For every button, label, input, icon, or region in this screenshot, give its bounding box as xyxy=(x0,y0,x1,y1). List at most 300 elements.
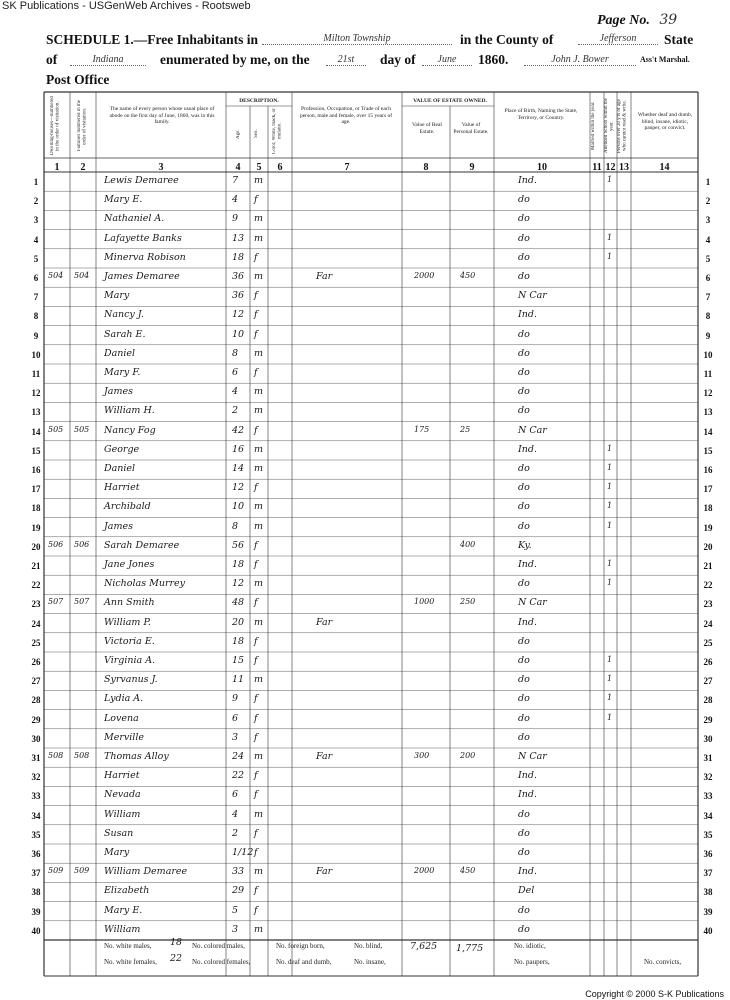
family-number: 509 xyxy=(74,866,90,876)
row-number-left: 29 xyxy=(31,714,41,725)
person-sex: m xyxy=(254,520,264,532)
person-name: Nevada xyxy=(104,789,141,801)
row-number-right: 22 xyxy=(703,580,713,591)
person-sex: f xyxy=(254,712,258,724)
person-occupation: Far xyxy=(316,751,333,762)
row-number-right: 5 xyxy=(705,253,711,264)
insane-label: No. insane, xyxy=(354,958,386,966)
row-number-left: 14 xyxy=(31,426,41,437)
colored-males-label: No. colored males, xyxy=(192,942,245,950)
person-name: Elizabeth xyxy=(104,885,150,897)
birthplace: Ind. xyxy=(518,789,537,801)
column-number: 5 xyxy=(256,162,262,173)
personal-estate-value: 450 xyxy=(460,866,476,876)
school-mark: 1 xyxy=(607,520,613,530)
row-number-right: 15 xyxy=(703,445,713,456)
row-number-right: 17 xyxy=(703,484,713,495)
person-sex: f xyxy=(254,635,258,647)
person-sex: f xyxy=(254,539,258,551)
person-name: Lafayette Banks xyxy=(104,232,182,244)
row-number-left: 24 xyxy=(31,618,41,629)
birthplace: Ind. xyxy=(518,616,537,628)
col-header-estate: VALUE OF ESTATE OWNED. xyxy=(413,98,487,104)
person-name: Lewis Demaree xyxy=(104,175,179,186)
birthplace: do xyxy=(518,847,530,858)
row-number-left: 11 xyxy=(31,369,41,379)
white-males-label: No. white males, xyxy=(104,942,152,950)
colored-females-label: No. colored females, xyxy=(192,958,251,966)
state-value: Indiana xyxy=(70,54,146,66)
row-number-right: 8 xyxy=(705,311,711,322)
row-number-right: 27 xyxy=(703,676,713,687)
column-number: 11 xyxy=(592,162,602,173)
person-name: Lovena xyxy=(104,712,139,724)
person-sex: m xyxy=(254,866,264,878)
dwelling-number: 505 xyxy=(48,424,64,434)
person-age: 12 xyxy=(232,578,245,590)
row-number-left: 40 xyxy=(31,925,41,936)
person-sex: m xyxy=(254,175,264,186)
person-sex: m xyxy=(254,213,264,225)
county-label: in the County of xyxy=(460,32,554,47)
birthplace: do xyxy=(518,827,530,839)
col-header-dwelling: Dwelling-houses—numbered in the order of visitation. xyxy=(50,96,61,156)
row-number-left: 31 xyxy=(31,753,41,763)
person-age: 20 xyxy=(232,616,245,628)
personal-estate-value: 25 xyxy=(460,424,471,434)
row-number-left: 4 xyxy=(33,234,39,245)
birthplace: Ind. xyxy=(518,309,537,321)
row-number-left: 19 xyxy=(31,522,41,533)
row-number-left: 17 xyxy=(31,484,41,495)
person-age: 4 xyxy=(232,386,239,398)
school-mark: 1 xyxy=(607,463,613,472)
birthplace: do xyxy=(518,328,530,340)
person-name: Mary E. xyxy=(104,194,143,206)
day-value: 21st xyxy=(326,54,366,66)
column-number: 14 xyxy=(659,162,670,173)
row-number-right: 40 xyxy=(703,925,713,936)
person-name: James xyxy=(104,520,133,532)
person-sex: f xyxy=(254,328,258,340)
person-occupation: Far xyxy=(316,271,333,282)
row-number-right: 7 xyxy=(705,292,711,303)
birthplace: Ind. xyxy=(518,866,537,878)
person-age: 4 xyxy=(232,194,239,206)
row-number-right: 36 xyxy=(703,849,713,859)
person-name: Nancy Fog xyxy=(104,424,156,436)
school-mark: 1 xyxy=(607,443,613,453)
birthplace: do xyxy=(518,578,530,590)
row-number-left: 3 xyxy=(33,215,39,226)
family-number: 504 xyxy=(74,271,90,280)
person-name: Archibald xyxy=(104,501,151,513)
row-number-left: 5 xyxy=(33,253,39,264)
birthplace: do xyxy=(518,731,530,743)
school-mark: 1 xyxy=(607,232,613,242)
birthplace: do xyxy=(518,367,530,378)
row-number-left: 26 xyxy=(31,657,41,667)
row-number-right: 37 xyxy=(703,868,713,879)
person-name: Thomas Alloy xyxy=(104,751,169,762)
person-name: Harriet xyxy=(104,482,140,494)
column-number: 13 xyxy=(619,162,629,173)
person-sex: f xyxy=(254,827,258,839)
person-age: 2 xyxy=(232,405,239,417)
birthplace: do xyxy=(518,520,530,532)
person-age: 7 xyxy=(232,175,239,186)
white-males-value: 18 xyxy=(170,937,183,948)
real-estate-total: 7,625 xyxy=(410,941,438,952)
row-number-left: 38 xyxy=(31,887,41,898)
person-name: George xyxy=(104,443,140,455)
person-name: Mary xyxy=(104,290,130,302)
row-number-left: 7 xyxy=(33,292,39,303)
person-sex: m xyxy=(254,463,264,474)
row-number-right: 29 xyxy=(703,714,713,725)
person-occupation: Far xyxy=(316,866,333,878)
person-age: 13 xyxy=(232,232,245,244)
state-label: State xyxy=(664,32,694,47)
birthplace: do xyxy=(518,501,530,513)
row-number-right: 13 xyxy=(703,407,713,418)
person-name: Daniel xyxy=(104,463,136,474)
row-number-right: 12 xyxy=(703,388,713,399)
person-sex: f xyxy=(254,693,258,705)
personal-estate-value: 200 xyxy=(460,751,476,760)
person-sex: m xyxy=(254,386,264,398)
person-age: 14 xyxy=(232,463,245,474)
family-number: 505 xyxy=(74,424,90,434)
birthplace: do xyxy=(518,232,530,244)
birthplace: do xyxy=(518,635,530,647)
person-sex: f xyxy=(254,770,258,782)
row-number-left: 6 xyxy=(33,273,39,283)
person-age: 10 xyxy=(232,501,245,513)
marshal-value: John J. Bower xyxy=(524,54,636,66)
col-header-family: Families numbered in the order of visitation. xyxy=(77,100,88,152)
row-number-left: 39 xyxy=(31,906,41,917)
row-number-right: 11 xyxy=(703,369,713,379)
row-number-left: 36 xyxy=(31,849,41,859)
page-number-value: 39 xyxy=(659,12,678,28)
person-sex: f xyxy=(254,251,258,263)
birthplace: do xyxy=(518,386,530,398)
real-estate-value: 175 xyxy=(414,424,430,434)
birthplace: Ind. xyxy=(518,443,537,455)
enumerated-label: enumerated by me, on the xyxy=(160,52,310,67)
person-sex: f xyxy=(254,290,258,302)
birthplace: do xyxy=(518,405,530,417)
person-sex: m xyxy=(254,271,264,282)
person-sex: m xyxy=(254,443,264,455)
birthplace: do xyxy=(518,482,530,494)
person-name: William H. xyxy=(104,405,155,417)
birthplace: Ind. xyxy=(518,770,537,782)
person-age: 15 xyxy=(232,655,245,666)
row-number-right: 33 xyxy=(703,791,713,802)
row-number-right: 23 xyxy=(703,599,713,610)
person-age: 4 xyxy=(232,808,239,820)
person-sex: f xyxy=(254,597,258,609)
row-number-left: 9 xyxy=(33,330,39,341)
row-number-left: 15 xyxy=(31,445,41,456)
row-number-left: 1 xyxy=(33,177,39,187)
row-number-right: 24 xyxy=(703,618,713,629)
person-name: James xyxy=(104,386,133,398)
row-number-left: 22 xyxy=(31,580,41,591)
person-sex: f xyxy=(254,655,258,666)
family-number: 506 xyxy=(74,539,90,549)
row-number-left: 23 xyxy=(31,599,41,610)
person-age: 3 xyxy=(232,923,239,935)
person-age: 36 xyxy=(232,271,245,282)
person-sex: m xyxy=(254,347,264,359)
person-age: 5 xyxy=(232,904,239,916)
person-age: 42 xyxy=(232,424,245,436)
row-number-right: 16 xyxy=(703,465,713,475)
person-sex: f xyxy=(254,559,258,570)
row-number-left: 13 xyxy=(31,407,41,418)
person-sex: f xyxy=(254,309,258,321)
column-number: 12 xyxy=(605,162,616,173)
birthplace: do xyxy=(518,923,530,935)
row-number-left: 34 xyxy=(31,810,41,821)
person-sex: f xyxy=(254,904,258,916)
person-name: William P. xyxy=(104,616,151,628)
column-number: 7 xyxy=(344,162,350,173)
row-number-left: 32 xyxy=(31,772,41,783)
col-header-personal-estate: Value of Personal Estate. xyxy=(453,122,489,135)
person-sex: f xyxy=(254,367,258,378)
birthplace: N Car xyxy=(518,751,547,762)
row-number-left: 33 xyxy=(31,791,41,802)
school-mark: 1 xyxy=(607,655,613,664)
row-number-right: 6 xyxy=(705,273,711,283)
col-header-sex: Sex. xyxy=(254,129,259,139)
row-number-right: 28 xyxy=(703,695,713,706)
col-header-married: Married within the year. xyxy=(591,101,596,151)
row-number-left: 12 xyxy=(31,388,41,399)
birthplace: do xyxy=(518,693,530,705)
row-number-right: 26 xyxy=(703,657,713,667)
real-estate-value: 2000 xyxy=(414,866,435,876)
row-number-left: 20 xyxy=(31,541,41,552)
col-header-birthplace: Place of Birth, Naming the State, Territory, or Country. xyxy=(504,108,578,121)
birthplace: N Car xyxy=(518,424,547,436)
row-number-left: 30 xyxy=(31,733,41,744)
birthplace: do xyxy=(518,347,530,359)
person-age: 33 xyxy=(232,866,245,878)
dwelling-number: 507 xyxy=(48,597,64,607)
person-age: 6 xyxy=(232,367,239,378)
personal-estate-value: 450 xyxy=(460,271,476,280)
row-number-right: 20 xyxy=(703,541,713,552)
birthplace: do xyxy=(518,194,530,206)
convicts-label: No. convicts, xyxy=(644,958,682,966)
person-age: 22 xyxy=(232,770,245,782)
person-name: William xyxy=(104,923,141,935)
row-number-right: 39 xyxy=(703,906,713,917)
person-name: Nicholas Murrey xyxy=(104,578,186,590)
birthplace: do xyxy=(518,674,530,686)
row-number-right: 14 xyxy=(703,426,713,437)
col-header-name: The name of every person whose usual place of abode on the first day of June, 1860, was in this family. xyxy=(109,106,215,125)
birthplace: N Car xyxy=(518,597,547,609)
birthplace: do xyxy=(518,251,530,263)
col-header-description: DESCRIPTION. xyxy=(239,98,279,104)
person-name: Sarah Demaree xyxy=(104,539,180,551)
person-name: Virginia A. xyxy=(104,655,156,666)
column-number: 4 xyxy=(235,162,241,173)
person-name: Syrvanus J. xyxy=(104,674,158,686)
row-number-right: 32 xyxy=(703,772,713,783)
person-age: 12 xyxy=(232,482,245,494)
person-name: Sarah E. xyxy=(104,328,146,340)
person-name: Lydia A. xyxy=(104,693,144,705)
person-sex: f xyxy=(254,789,258,801)
person-age: 2 xyxy=(232,827,239,839)
row-number-right: 4 xyxy=(705,234,711,245)
person-name: William Demaree xyxy=(104,866,188,878)
person-age: 18 xyxy=(232,559,245,570)
col-header-real-estate: Value of Real Estate. xyxy=(412,122,442,135)
school-mark: 1 xyxy=(607,578,613,588)
person-age: 18 xyxy=(232,251,245,263)
birthplace: do xyxy=(518,271,530,282)
person-name: James Demaree xyxy=(104,271,180,282)
person-age: 29 xyxy=(232,885,245,897)
row-number-right: 9 xyxy=(705,330,711,341)
person-sex: m xyxy=(254,808,264,820)
personal-estate-value: 400 xyxy=(460,539,476,549)
person-name: Minerva Robison xyxy=(104,251,186,263)
white-females-value: 22 xyxy=(170,953,183,964)
col-header-age: Age. xyxy=(236,129,241,139)
school-mark: 1 xyxy=(607,175,613,184)
row-number-left: 16 xyxy=(31,465,41,475)
person-name: Mary F. xyxy=(104,367,141,378)
person-sex: m xyxy=(254,674,264,686)
person-sex: f xyxy=(254,847,258,858)
row-number-right: 31 xyxy=(703,753,713,763)
dwelling-number: 504 xyxy=(48,271,64,280)
row-number-left: 18 xyxy=(31,503,41,514)
birthplace: Del xyxy=(518,885,535,897)
person-name: Susan xyxy=(104,827,134,839)
person-age: 12 xyxy=(232,309,245,321)
birthplace: do xyxy=(518,808,530,820)
person-age: 56 xyxy=(232,539,245,551)
row-number-left: 21 xyxy=(31,561,41,571)
row-number-left: 35 xyxy=(31,829,41,840)
birthplace: N Car xyxy=(518,290,547,302)
person-name: Nancy J. xyxy=(104,309,144,321)
person-name: Merville xyxy=(104,731,144,743)
school-mark: 1 xyxy=(607,501,613,511)
row-number-right: 38 xyxy=(703,887,713,898)
person-sex: m xyxy=(254,501,264,513)
column-number: 6 xyxy=(277,162,283,173)
person-name: Nathaniel A. xyxy=(104,213,165,225)
county-value: Jefferson xyxy=(578,33,658,45)
deaf-dumb-label: No. deaf and dumb, xyxy=(276,958,332,966)
person-name: Victoria E. xyxy=(104,635,155,647)
column-number: 1 xyxy=(54,162,60,173)
foreign-born-label: No. foreign born, xyxy=(276,942,325,950)
row-number-left: 2 xyxy=(33,196,39,207)
township-value: Milton Township xyxy=(262,33,452,45)
col-header-deaf-blind: Whether deaf and dumb, blind, insane, idiotic, pauper, or convict. xyxy=(637,112,693,131)
person-age: 18 xyxy=(232,635,245,647)
real-estate-value: 1000 xyxy=(414,597,435,607)
row-number-right: 30 xyxy=(703,733,713,744)
row-number-left: 25 xyxy=(31,637,41,648)
person-name: Daniel xyxy=(104,347,136,359)
row-number-right: 25 xyxy=(703,637,713,648)
site-header: SK Publications - USGenWeb Archives - Rootsweb xyxy=(2,0,251,12)
row-number-left: 10 xyxy=(31,349,41,360)
person-sex: m xyxy=(254,578,264,590)
person-age: 24 xyxy=(232,751,245,762)
person-age: 10 xyxy=(232,328,245,340)
column-number: 3 xyxy=(158,162,164,173)
person-age: 1/12 xyxy=(232,847,254,858)
row-number-right: 18 xyxy=(703,503,713,514)
person-age: 3 xyxy=(232,731,239,743)
person-name: Mary xyxy=(104,847,130,858)
person-age: 16 xyxy=(232,443,245,455)
person-age: 48 xyxy=(232,597,245,609)
white-females-label: No. white females, xyxy=(104,958,157,966)
school-mark: 1 xyxy=(607,251,613,261)
person-sex: m xyxy=(254,923,264,935)
birthplace: do xyxy=(518,712,530,724)
col-header-occupation: Profession, Occupation, or Trade of each person, male and female, over 15 years of age. xyxy=(299,106,393,125)
school-mark: 1 xyxy=(607,712,613,722)
person-age: 36 xyxy=(232,290,245,302)
person-sex: m xyxy=(254,616,264,628)
person-age: 6 xyxy=(232,712,239,724)
person-occupation: Far xyxy=(316,616,333,628)
row-number-left: 28 xyxy=(31,695,41,706)
column-number: 9 xyxy=(469,162,475,173)
personal-estate-value: 250 xyxy=(460,597,476,607)
family-number: 507 xyxy=(74,597,90,607)
row-number-right: 3 xyxy=(705,215,711,226)
column-number: 8 xyxy=(423,162,429,173)
family-number: 508 xyxy=(74,751,90,760)
person-sex: f xyxy=(254,885,258,897)
person-name: Mary E. xyxy=(104,904,143,916)
row-number-right: 21 xyxy=(703,561,713,571)
row-number-left: 8 xyxy=(33,311,39,322)
blind-label: No. blind, xyxy=(354,942,383,950)
page-number-label: Page No. xyxy=(597,13,650,28)
person-age: 8 xyxy=(232,347,239,359)
person-age: 9 xyxy=(232,213,239,225)
row-number-right: 10 xyxy=(703,349,713,360)
birthplace: do xyxy=(518,213,530,225)
row-number-right: 35 xyxy=(703,829,713,840)
schedule-title: SCHEDULE 1.—Free Inhabitants in xyxy=(46,32,259,47)
person-age: 9 xyxy=(232,693,239,705)
row-number-left: 37 xyxy=(31,868,41,879)
person-sex: f xyxy=(254,482,258,494)
col-header-school: Attended School within the year. xyxy=(604,98,615,154)
copyright-notice: Copyright © 2000 S-K Publications xyxy=(585,989,724,999)
marshal-label: Ass't Marshal. xyxy=(640,55,690,64)
